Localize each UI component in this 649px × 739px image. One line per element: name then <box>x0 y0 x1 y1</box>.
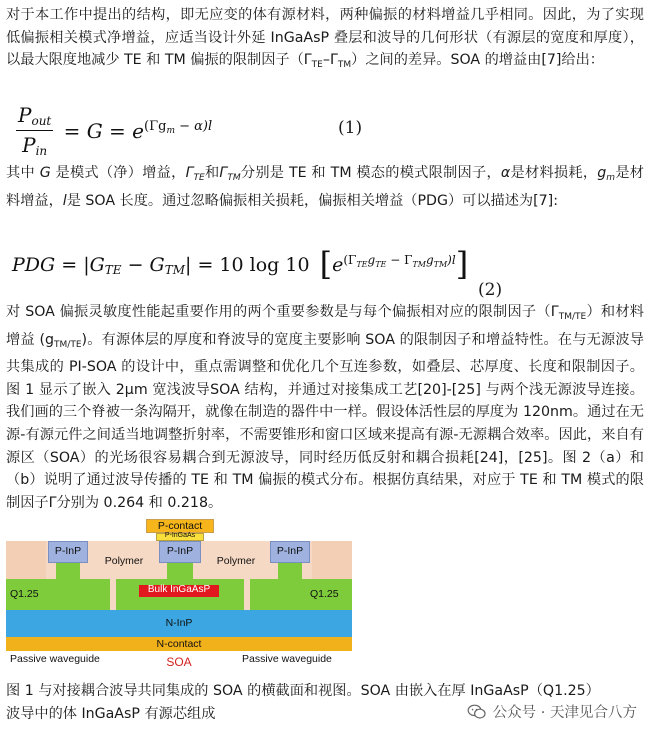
equation-1-number: (1) <box>338 118 363 138</box>
p-inp-right-label: P-InP <box>276 545 304 557</box>
passive-waveguide-right-label: Passive waveguide <box>242 653 332 665</box>
caption-line-2: 波导中的体 InGaAsP 有源芯组成 <box>6 705 216 722</box>
polymer-left-label: Polymer <box>104 555 144 567</box>
p-inp-left-label: P-InP <box>54 545 82 557</box>
equation-2: PDG = $|G_{TE} - G_{TM}| = 10$ log 10 $[e^{(\Gamma_{TE}g_{TE} - \Gamma_{TM}g_{TM})l}]$ <box>12 245 469 283</box>
top-cladding-right <box>312 541 352 579</box>
n-contact-label: N-contact <box>156 638 202 650</box>
passive-waveguide-left-label: Passive waveguide <box>10 653 100 665</box>
p-ingaas-label: P-InGaAs <box>164 532 196 539</box>
trench-left <box>110 579 116 610</box>
p-inp-stem-center <box>167 563 193 579</box>
watermark <box>467 701 637 722</box>
soa-label: SOA <box>166 655 192 669</box>
paragraph-main: 对 SOA 偏振灵敏度性能起重要作用的两个重要参数是与每个偏振相对应的限制因子$(\Gamma_{TM/TE})$和材料增益 $(g_{TM/TE})$。有源体层的厚度和脊波导的宽度主要影响 SOA 的限制因子和增益特性。在与无源波导共集成的 PI-SOA 的设计中，重点需调整和优化几个互连参数，如叠层、芯厚度、长度和限制因子。图 1 显示了嵌入 2μm 宽浅波导SOA 结构，并通过对接集成工艺[20]-[25] 与两个浅无源波导连接。我们画的三个脊被一条沟隔开，就像在制造的器件中一样。假设体活性层的厚度为 120nm。通过在无源-有源元件之间适当地调整折射率，不需要锥形和窗口区域来提高有源-无源耦合效率。因此，来自有源区（SOA）的光场很容易耦合到无源波导，同时经历低反射和耦合损耗[24]，[25]。图 2（a）和（b）说明了通过波导传播的 TE 和 TM 偏振的模式分布。根据仿真结果，对应于 TE 和 TM 模式的限制因子Γ分别为 0.264 和 0.218。 <box>6 304 644 511</box>
p-inp-center-label: P-InP <box>166 545 194 557</box>
p-inp-stem-left <box>56 563 80 579</box>
bulk-ingaasp-label: Bulk InGaAsP <box>147 584 211 595</box>
p-inp-stem-right <box>278 563 302 579</box>
paragraph-intro: 对于本工作中提出的结构，即无应变的体有源材料，两种偏振的材料增益几乎相同。因此，为了实现低偏振相关模式净增益，应适当设计外延 InGaAsP 叠层和波导的几何形状（有源层的宽度和厚度），以最大限度地减少 TE 和 TM 偏振的限制因子$(\Gamma_{TE}-\Gamma_{TM})$之间的差异。SOA 的增益由[7]给出： <box>6 7 644 71</box>
n-inp-label: N-InP <box>165 617 193 629</box>
polymer-right-label: Polymer <box>216 555 256 567</box>
watermark-text: 公众号 · 天津见合八方 <box>492 705 637 721</box>
trench-right <box>244 579 250 610</box>
q125-right-label: Q1.25 <box>310 588 339 600</box>
equation-1: $\frac{P_{out}}{P_{in}}$ = $G = e^{(\Gamma g_m - \alpha)l}$ <box>18 103 213 158</box>
equation-2-number: (2) <box>478 280 503 300</box>
paragraph-definitions: 其中 G 是模式（净）增益，$\Gamma_{TE}$和$\Gamma_{TM}$分别是 TE 和 TM 模态的模式限制因子，α是材料损耗，$g_m$是材料增益，l是 SOA 长度。通过忽略偏振相关损耗，偏振相关增益（PDG）可以描述为[7]: <box>6 165 644 209</box>
top-cladding-left <box>6 541 46 579</box>
power-ratio-fraction: $\frac{P_{out}}{P_{in}}$ <box>18 103 52 158</box>
p-contact-label: P-contact <box>157 520 203 532</box>
caption-line-1: 图 1 与对接耦合波导共同集成的 SOA 的横截面和视图。SOA 由嵌入在厚 InGaAsP（Q1.25） <box>6 683 600 699</box>
soa-cross-section-figure <box>6 519 352 669</box>
wechat-icon <box>467 704 487 720</box>
q125-left-label: Q1.25 <box>10 588 39 600</box>
